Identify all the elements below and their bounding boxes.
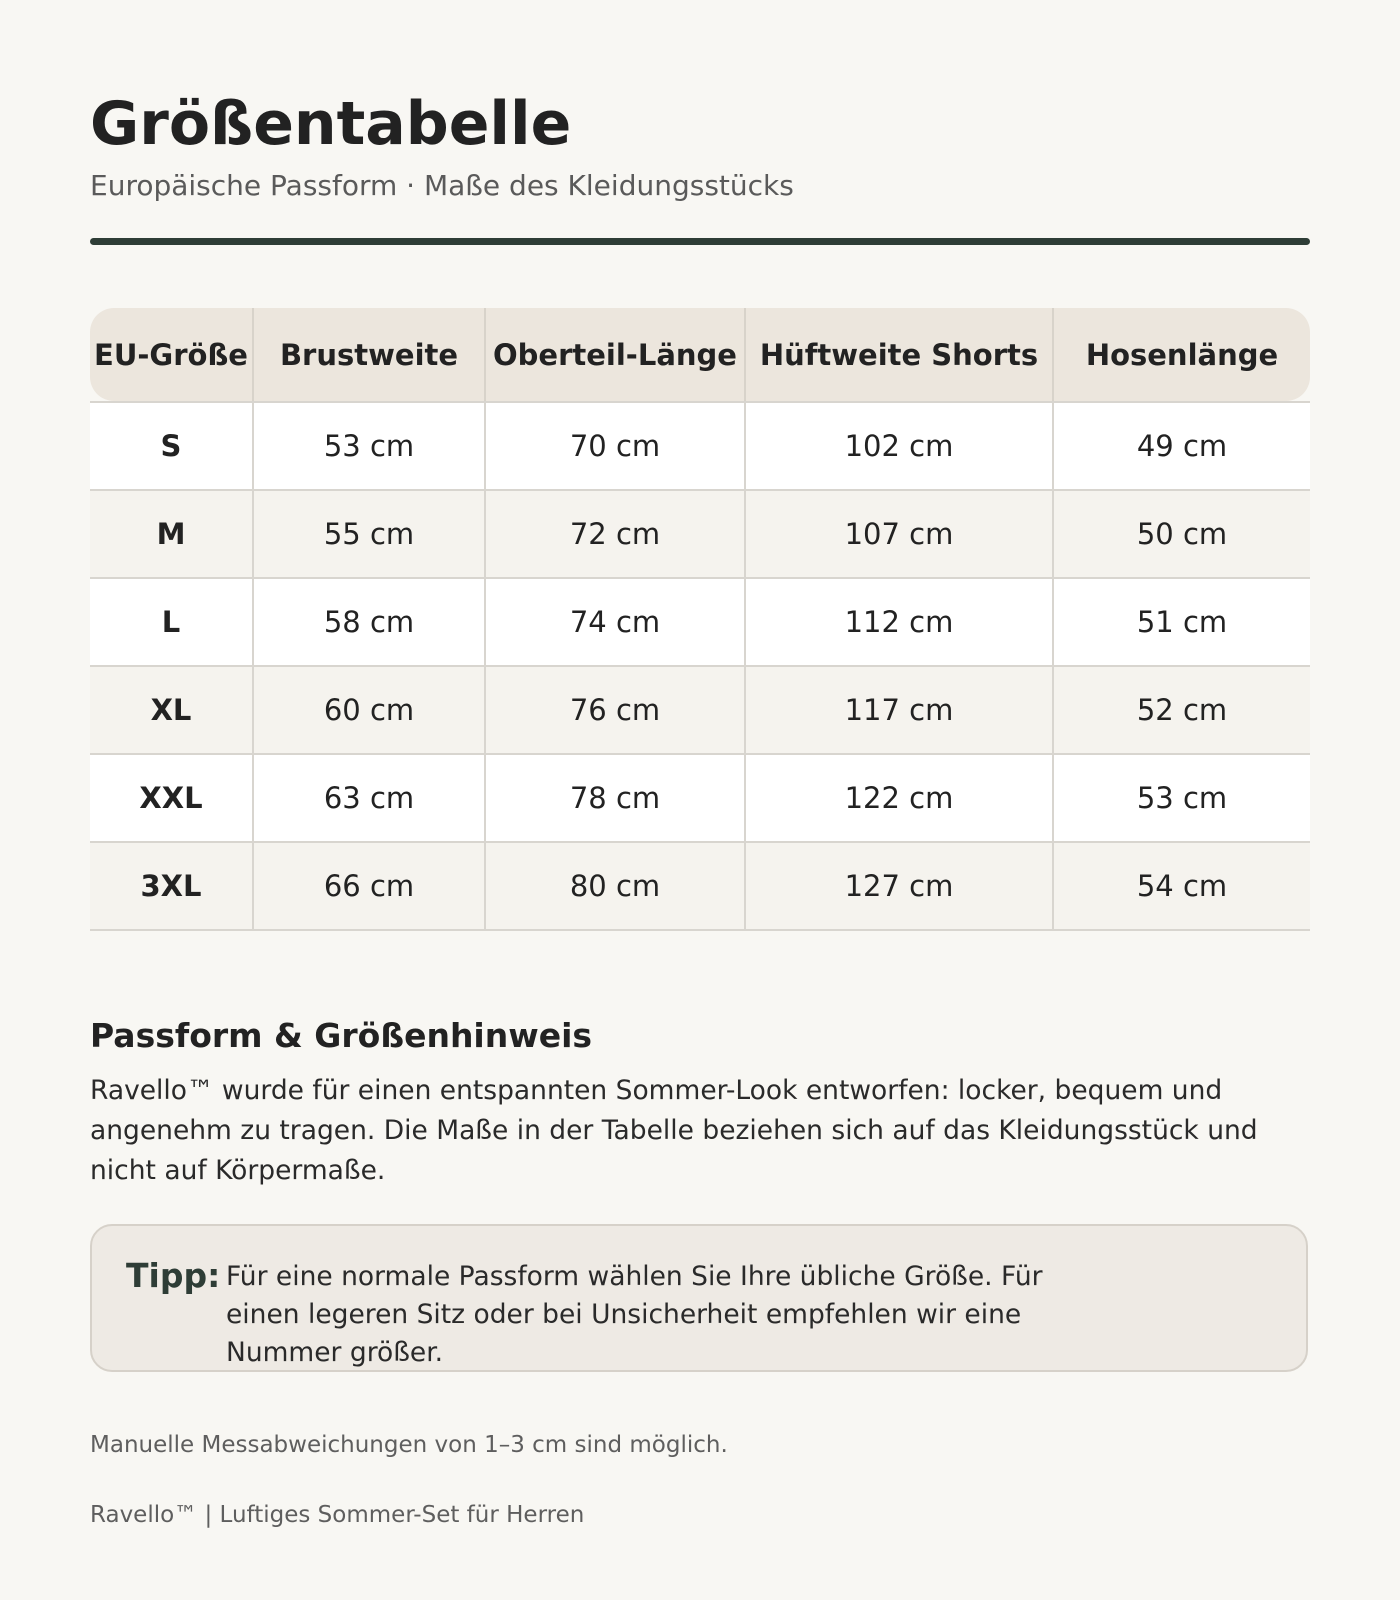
size-cell: L (90, 579, 254, 667)
size-table-container (90, 308, 1310, 931)
hip-cell: 112 cm (746, 579, 1054, 667)
fit-section-title: Passform & Größenhinweis (90, 1016, 593, 1055)
measurement-note: Manuelle Messabweichungen von 1–3 cm sind möglich. (90, 1432, 728, 1458)
size-cell: XL (90, 667, 254, 755)
chest-cell: 53 cm (254, 401, 486, 491)
top-length-cell: 70 cm (486, 401, 746, 491)
top-length-cell: 74 cm (486, 579, 746, 667)
column-header-hip: Hüftweite Shorts (746, 308, 1054, 401)
column-header-top-length: Oberteil-Länge (486, 308, 746, 401)
table-row (90, 579, 1310, 667)
product-footer: Ravello™ | Luftiges Sommer-Set für Herren (90, 1502, 585, 1528)
title-divider (90, 238, 1310, 245)
column-header-chest: Brustweite (254, 308, 486, 401)
top-length-cell: 80 cm (486, 843, 746, 931)
tip-text: Für eine normale Passform wählen Sie Ihre übliche Größe. Für einen legeren Sitz oder bei Unsicherheit empfehlen wir eine Nummer größer. (226, 1261, 1043, 1368)
size-cell: XXL (90, 755, 254, 843)
column-header-eu-size: EU-Größe (90, 308, 254, 401)
size-table (90, 308, 1310, 931)
fit-description: Ravello™ wurde für einen entspannten Sommer-Look entworfen: locker, bequem und angenehm zu tragen. Die Maße in der Tabelle beziehen sich auf das Kleidungsstück und nicht auf Körpermaße. (90, 1075, 1258, 1186)
hip-cell: 122 cm (746, 755, 1054, 843)
tip-label: Tipp: (126, 1256, 221, 1295)
tip-box (90, 1224, 1308, 1372)
table-row (90, 843, 1310, 931)
table-row (90, 401, 1310, 491)
column-header-pants-length: Hosenlänge (1054, 308, 1310, 401)
page-title: Größentabelle (90, 89, 572, 159)
pants-length-cell: 50 cm (1054, 491, 1310, 579)
page-subtitle: Europäische Passform · Maße des Kleidungsstücks (90, 169, 794, 202)
chest-cell: 63 cm (254, 755, 486, 843)
chest-cell: 58 cm (254, 579, 486, 667)
top-length-cell: 72 cm (486, 491, 746, 579)
hip-cell: 107 cm (746, 491, 1054, 579)
hip-cell: 102 cm (746, 401, 1054, 491)
size-cell: 3XL (90, 843, 254, 931)
table-row (90, 667, 1310, 755)
table-header-row (90, 308, 1310, 401)
size-cell: M (90, 491, 254, 579)
chest-cell: 55 cm (254, 491, 486, 579)
hip-cell: 117 cm (746, 667, 1054, 755)
table-row (90, 755, 1310, 843)
pants-length-cell: 49 cm (1054, 401, 1310, 491)
hip-cell: 127 cm (746, 843, 1054, 931)
top-length-cell: 78 cm (486, 755, 746, 843)
pants-length-cell: 51 cm (1054, 579, 1310, 667)
pants-length-cell: 53 cm (1054, 755, 1310, 843)
pants-length-cell: 52 cm (1054, 667, 1310, 755)
size-cell: S (90, 401, 254, 491)
top-length-cell: 76 cm (486, 667, 746, 755)
chest-cell: 66 cm (254, 843, 486, 931)
table-row (90, 491, 1310, 579)
chest-cell: 60 cm (254, 667, 486, 755)
pants-length-cell: 54 cm (1054, 843, 1310, 931)
